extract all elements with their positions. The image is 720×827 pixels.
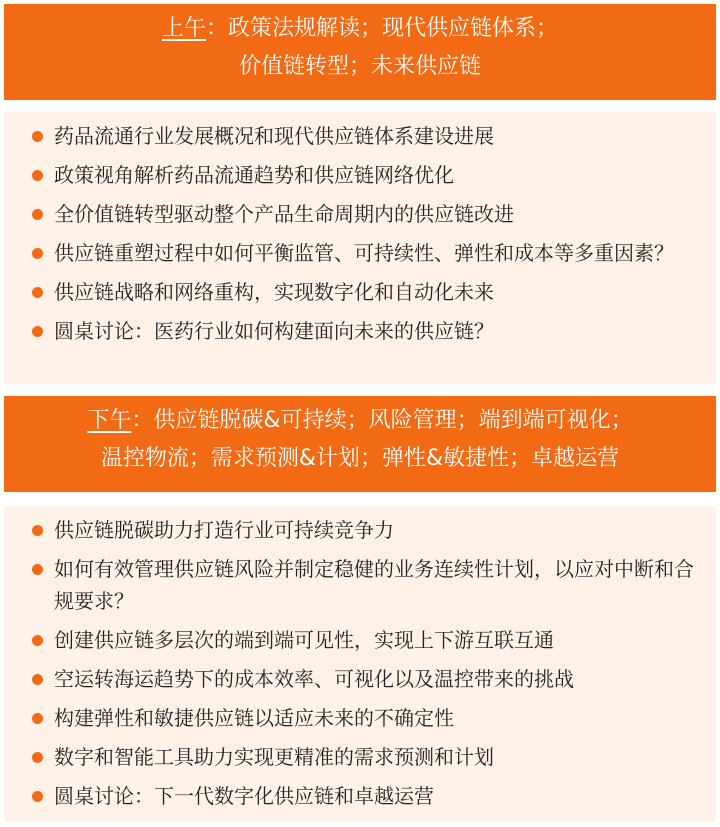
list-item-text: 空运转海运趋势下的成本效率、可视化以及温控带来的挑战 [54,667,574,691]
bullet-dot-icon [32,209,43,220]
bullet-dot-icon [32,635,43,646]
list-item [28,663,706,695]
bullet-dot-icon [32,170,43,181]
list-item-text: 供应链重塑过程中如何平衡监管、可持续性、弹性和成本等多重因素？ [54,241,674,265]
list-item-text: 圆桌讨论：下一代数字化供应链和卓越运营 [54,784,434,808]
list-item-text: 供应链脱碳助力打造行业可持续竞争力 [54,518,394,542]
bullet-dot-icon [32,326,43,337]
list-item-text: 如何有效管理供应链风险并制定稳健的业务连续性计划，以应对中断和合规要求？ [54,557,694,613]
bullet-dot-icon [32,287,43,298]
morning-period-label: 上午 [161,16,206,41]
bullet-dot-icon [32,525,43,536]
list-item [28,159,706,191]
afternoon-period-label: 下午 [87,408,132,433]
list-item [28,120,706,152]
morning-title-line1 [4,10,716,48]
list-item [28,702,706,734]
list-item-text: 圆桌讨论：医药行业如何构建面向未来的供应链？ [54,319,494,343]
bullet-dot-icon [32,713,43,724]
morning-title-rest: ：政策法规解读；现代供应链体系； [206,16,559,41]
list-item [28,553,706,617]
list-item-text: 创建供应链多层次的端到端可见性，实现上下游互联互通 [54,628,554,652]
afternoon-agenda-list [4,506,716,822]
list-item-text: 数字和智能工具助力实现更精准的需求预测和计划 [54,745,494,769]
list-item-text: 构建弹性和敏捷供应链以适应未来的不确定性 [54,706,454,730]
list-item [28,198,706,230]
bullet-dot-icon [32,564,43,575]
list-item-text: 政策视角解析药品流通趋势和供应链网络优化 [54,163,454,187]
list-item-text: 全价值链转型驱动整个产品生命周期内的供应链改进 [54,202,514,226]
list-item [28,315,706,347]
bullet-dot-icon [32,791,43,802]
afternoon-title-line1 [4,402,716,440]
list-item [28,237,706,269]
morning-title-line2: 价值链转型；未来供应链 [238,54,481,79]
bullet-dot-icon [32,131,43,142]
list-item [28,514,706,546]
list-item [28,276,706,308]
bullet-dot-icon [32,752,43,763]
morning-agenda-list [4,112,716,384]
bullet-dot-icon [32,674,43,685]
list-item [28,624,706,656]
list-item [28,780,706,812]
list-item-text: 药品流通行业发展概况和现代供应链体系建设进展 [54,124,494,148]
afternoon-header [4,396,716,492]
list-item-text: 供应链战略和网络重构，实现数字化和自动化未来 [54,280,494,304]
afternoon-title-line2: 温控物流；需求预测&计划；弹性&敏捷性；卓越运营 [100,446,620,471]
afternoon-title-rest: ：供应链脱碳&可持续；风险管理；端到端可视化； [131,408,633,433]
morning-header [4,4,716,100]
bullet-dot-icon [32,248,43,259]
list-item [28,741,706,773]
